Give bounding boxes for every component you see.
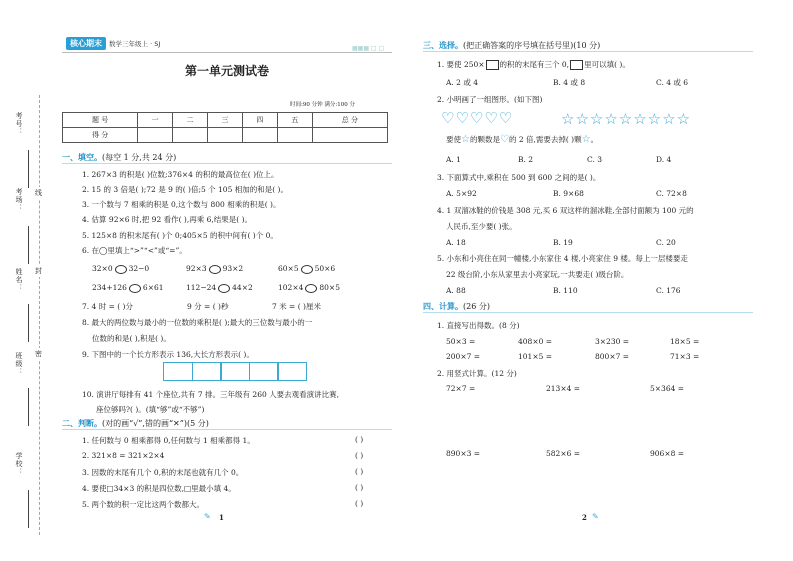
choice-q4-option-b: B. 19 [553, 238, 573, 247]
binding-field-xuexiao [28, 490, 29, 528]
calc-direct-item: 3×230 = [595, 337, 630, 346]
binding-dash-line [39, 95, 40, 535]
heart-icons: ♡♡♡♡♡ [441, 109, 514, 127]
fill-q7-meters: 7 米 = ( )厘米 [272, 302, 321, 311]
choice-q1-option-a: A. 2 或 4 [446, 78, 478, 87]
choice-q2-text: 要使☆的颗数是♡的 2 倍,需要去掉( )颗☆。 [446, 134, 599, 145]
section-4-note: (26 分) [463, 302, 490, 311]
binding-field-banji [28, 388, 29, 426]
calc-direct-item: 50×3 = [446, 337, 476, 346]
binding-char-feng: 封 [35, 267, 42, 275]
choice-q5-option-c: C. 176 [656, 286, 681, 295]
calc-direct-item: 200×7 = [446, 352, 481, 361]
compare-item: 102×4 80×5 [278, 283, 340, 292]
calc-direct-item: 71×3 = [670, 352, 700, 361]
calc-subsection-1: 1. 直接写出得数。(8 分) [437, 321, 520, 330]
header-decoration: ▦▦▦ □ □ [352, 45, 385, 52]
small-rectangle [277, 362, 307, 381]
score-input[interactable] [138, 128, 173, 143]
star-icons: ☆☆☆☆☆☆☆☆☆ [561, 110, 692, 128]
section-1-header [62, 152, 176, 163]
score-table [62, 112, 388, 143]
compare-item: 234+126 6×61 [92, 283, 164, 292]
calc-subsection-2: 2. 用竖式计算。(12 分) [437, 369, 517, 378]
choice-q1-option-b: B. 4 或 8 [553, 78, 586, 87]
choice-q5-option-b: B. 110 [553, 286, 578, 295]
binding-char-xian: 线 [35, 189, 42, 197]
section-2-number: 二、判断。 [62, 418, 102, 428]
judge-item-4: 4. 要使□34×3 的积是四位数,□里最小填 4。 [82, 484, 236, 493]
section-4-number: 四、计算。 [423, 301, 463, 311]
pen-icon: ✎ [204, 512, 211, 521]
judge-item-2: 2. 321×8 = 321×2×4 [82, 451, 165, 460]
binding-label-kaohao: 考号： [15, 112, 23, 136]
fill-q9: 9. 下图中的一个长方形表示 136,大长方形表示( )。 [82, 350, 254, 359]
section-1-rule [62, 163, 392, 164]
star-icon: ☆ [581, 134, 591, 145]
score-input[interactable] [277, 128, 312, 143]
section-1-note: (每空 1 分,共 24 分) [102, 153, 177, 162]
choice-q4-line1: 4. 1 双溜冰鞋的价钱是 308 元,买 6 双这样的溜冰鞋,全部付面额为 100 元的 [437, 206, 694, 215]
calc-direct-item: 408×0 = [518, 337, 553, 346]
score-cell: 题 号 [63, 113, 138, 128]
choice-q4-option-c: C. 20 [656, 238, 676, 247]
calc-direct-item: 18×5 = [670, 337, 700, 346]
section-3-number: 三、选择。 [423, 40, 463, 50]
exam-info: 时间:90 分钟 满分:100 分 [290, 102, 355, 108]
fill-q4: 4. 估算 92×6 时,把 92 看作( ),再乘 6,结果是( )。 [82, 215, 252, 224]
calc-vertical-item: 906×8 = [650, 449, 685, 458]
brand-subject: 数学三年级上 · SJ [109, 40, 161, 48]
choice-q2-option-b: B. 2 [518, 155, 534, 164]
score-cell: 一 [138, 113, 173, 128]
section-3-header [423, 40, 600, 51]
score-cell: 五 [277, 113, 312, 128]
compare-item: 112−24 44×2 [186, 283, 253, 292]
score-input[interactable] [312, 128, 387, 143]
page-title: 第一单元测试卷 [184, 64, 269, 78]
choice-q5-option-a: A. 88 [446, 286, 466, 295]
judge-answer-3[interactable]: ( ) [355, 467, 364, 476]
compare-circle[interactable] [115, 265, 127, 274]
score-cell: 四 [242, 113, 277, 128]
fill-q6: 6. 在◯里填上“>”“<”或“=”。 [82, 246, 187, 255]
fill-q7-minutes: 9 分 = ( )秒 [187, 302, 229, 311]
small-rectangle [249, 362, 279, 381]
judge-answer-1[interactable]: ( ) [355, 435, 364, 444]
score-input[interactable] [242, 128, 277, 143]
star-icon: ☆ [461, 134, 470, 145]
page-number-left: 1 [219, 513, 224, 522]
score-cell: 总 分 [312, 113, 387, 128]
binding-label-banji: 班级： [15, 352, 23, 376]
fill-q10-line2: 座位够吗?( )。(填“够”或“不够”) [96, 405, 205, 414]
calc-vertical-item: 582×6 = [546, 449, 581, 458]
choice-q2-option-d: D. 4 [656, 155, 672, 164]
calc-vertical-item: 213×4 = [546, 384, 581, 393]
compare-item: 60×5 50×6 [278, 264, 336, 273]
compare-circle[interactable] [129, 284, 141, 293]
choice-q3-option-c: C. 72×8 [656, 189, 687, 198]
calc-direct-item: 101×5 = [518, 352, 553, 361]
choice-q3-option-b: B. 9×68 [553, 189, 584, 198]
choice-q4-option-a: A. 18 [446, 238, 466, 247]
compare-item: 32×0 32−0 [92, 264, 150, 273]
fill-q8-line1: 8. 最大的两位数与最小的一位数的乘积是( );最大的三位数与最小的一 [82, 318, 313, 327]
calc-vertical-item: 72×7 = [446, 384, 476, 393]
fill-q2: 2. 15 的 3 倍是( );72 是 9 的( )倍;5 个 105 相加的和是( )。 [82, 185, 288, 194]
score-input[interactable] [208, 128, 243, 143]
score-cell: 二 [173, 113, 208, 128]
judge-item-3: 3. 因数的末尾有几个 0,积的末尾也就有几个 0。 [82, 468, 244, 477]
binding-field-kaochang [28, 226, 29, 264]
choice-q4-line2: 人民币,至少要( )张。 [446, 222, 517, 231]
calc-vertical-item: 890×3 = [446, 449, 481, 458]
section-3-rule [423, 51, 753, 52]
heart-icon: ♡ [499, 134, 509, 145]
compare-item: 92×3 93×2 [186, 264, 244, 273]
calc-vertical-item: 5×364 = [650, 384, 685, 393]
choice-q3-option-a: A. 5×92 [446, 189, 477, 198]
fill-q7-hours: 7. 4 时 = ( )分 [82, 302, 133, 311]
choice-q1: 1. 要使 250× 的积的末尾有三个 0, 里可以填( )。 [437, 60, 630, 69]
pen-icon: ✎ [592, 512, 599, 521]
choice-q1-option-c: C. 4 或 6 [656, 78, 689, 87]
score-cell: 三 [208, 113, 243, 128]
score-input[interactable] [173, 128, 208, 143]
binding-char-mi: 密 [35, 350, 42, 358]
calc-direct-item: 800×7 = [595, 352, 630, 361]
compare-circle[interactable] [305, 284, 317, 293]
compare-circle[interactable] [218, 284, 230, 293]
binding-field-kaohao [28, 150, 29, 188]
choice-q2: 2. 小明画了一组图形。(如下图) [437, 95, 543, 104]
compare-circle[interactable] [301, 265, 313, 274]
section-2-note: (对的画“√”,错的画“✕”)(5 分) [102, 419, 209, 428]
rectangle-figure [163, 362, 306, 381]
fill-q3: 3. 一个数与 7 相乘的积是 0,这个数与 800 相乘的积是( )。 [82, 200, 281, 209]
fill-q10-line1: 10. 演讲厅每排有 41 个座位,共有 7 排。三年级有 260 人要去观看演讲比赛, [82, 390, 340, 399]
brand-logo: 核心期末 [66, 37, 106, 50]
binding-label-xuexiao: 学校： [15, 452, 23, 476]
section-2-rule [62, 429, 392, 430]
binding-label-xingming: 姓名： [15, 268, 23, 292]
small-rectangle [192, 362, 222, 381]
score-table-header-row [63, 113, 388, 128]
brand-header [66, 37, 160, 50]
choice-q2-option-a: A. 1 [446, 155, 461, 164]
section-4-rule [423, 312, 753, 313]
small-rectangle [163, 362, 193, 381]
score-cell: 得 分 [63, 128, 138, 143]
section-4-header [423, 301, 490, 312]
small-rectangle [220, 362, 250, 381]
judge-item-5: 5. 两个数的积一定比这两个数都大。 [82, 500, 205, 509]
choice-q2-option-c: C. 3 [587, 155, 603, 164]
binding-field-xingming [28, 304, 29, 342]
fill-q5: 5. 125×8 的积末尾有( )个 0;405×5 的积中间有( )个 0。 [82, 231, 278, 240]
section-1-number: 一、填空。 [62, 152, 102, 162]
binding-label-kaochang: 考场： [15, 188, 23, 212]
blank-square[interactable] [570, 60, 583, 70]
fill-q8-line2: 位数的和是( ),积是( )。 [92, 334, 171, 343]
section-2-header [62, 418, 209, 429]
blank-square[interactable] [486, 60, 499, 70]
judge-answer-4[interactable]: ( ) [355, 483, 364, 492]
judge-answer-5[interactable]: ( ) [355, 499, 364, 508]
judge-answer-2[interactable]: ( ) [355, 451, 364, 460]
judge-item-1: 1. 任何数与 0 相乘都得 0,任何数与 1 相乘都得 1。 [82, 436, 255, 445]
choice-q5-line1: 5. 小东和小亮住在同一幢楼,小东家住 4 楼,小亮家住 9 楼。每上一层楼要走 [437, 254, 688, 263]
choice-q5-line2: 22 级台阶,小东从家里去小亮家玩,一共要走( )级台阶。 [446, 270, 629, 279]
score-table-score-row [63, 128, 388, 143]
choice-q3: 3. 下面算式中,乘积在 500 到 600 之间的是( )。 [437, 173, 601, 182]
section-3-note: (把正确答案的序号填在括号里)(10 分) [463, 41, 601, 50]
fill-q1: 1. 267×3 的积是( )位数;376×4 的积的最高位在( )位上。 [82, 170, 279, 179]
compare-circle[interactable] [209, 265, 221, 274]
header-rule [62, 52, 392, 53]
page-number-right: 2 [582, 513, 587, 522]
